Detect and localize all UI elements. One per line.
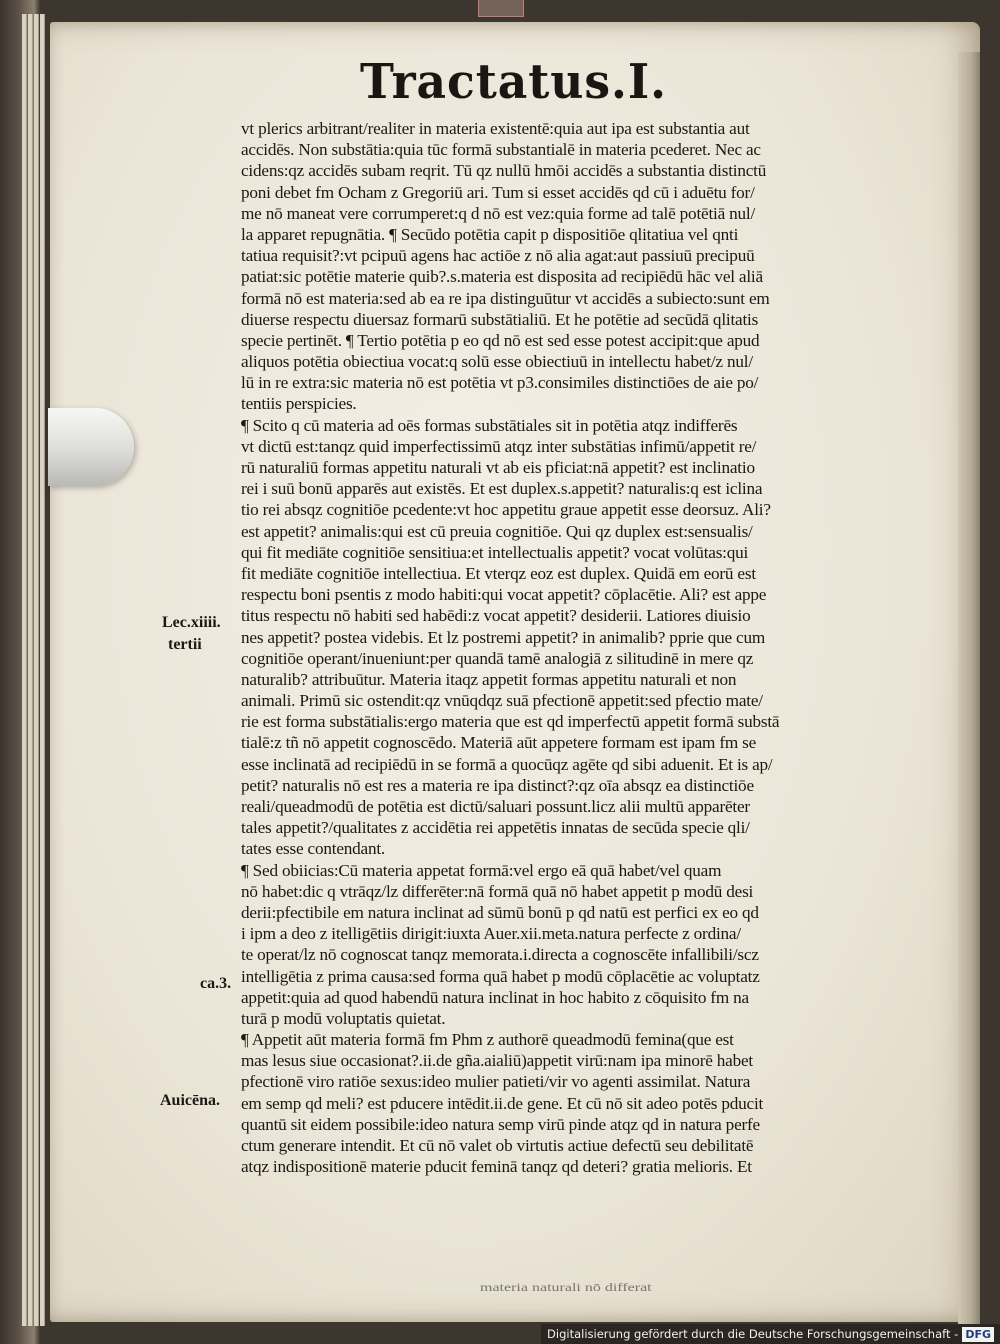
text-line: poni debet fm Ocham z Gregoriū ari. Tum si esset accidēs qd cū i aduētu for/: [241, 182, 755, 202]
text-line: petit? naturalis nō est res a materia re ipa distinct?:qz oīa absqz ea distinctiōe: [241, 775, 754, 795]
text-line: vt plerics arbitrant/realiter in materia existentē:quia aut ipa est substantia aut: [241, 119, 750, 138]
text-line: la apparet repugnātia. ¶ Secūdo potētia capit p dispositiōe qlitatiua vel qnti: [241, 224, 739, 244]
text-line: em semp qd meli? est pducere intēdit.ii.de gene. Et cū nō sit adeo potēs pducit: [241, 1093, 764, 1113]
text-line: derii:pfectibile em natura inclinat ad sūmū bonū p qd natū est perfici ex eo qd: [241, 902, 759, 922]
text-line: nes appetit? postea videbis. Et lz postremi appetit? in animalib? pprie que cum: [241, 627, 766, 647]
text-line: tatiua requisit?:vt pcipuū agens hac actiōe z nō alia agat:aut passiuū precipuū: [241, 246, 755, 266]
next-page-text-remnant: materia naturali nō differat: [480, 1282, 652, 1294]
page-edge: [40, 14, 45, 1326]
text-line: ¶ Scito q cū materia ad oēs formas substātiales sit in potētia atqz indifferēs: [241, 415, 738, 435]
text-line: quantū sit eidem possibile:ideo natura semp virū pinde atqz qd in natura perfe: [241, 1114, 760, 1134]
page-edge: [22, 14, 27, 1326]
text-line: turā p modū voluptatis quietat.: [241, 1008, 446, 1028]
text-line: ¶ Sed obiicias:Cū materia appetat formā:vel ergo eā quā habet/vel quam: [241, 860, 722, 880]
text-line: te operat/lz nō cognoscat tanqz memorata.i.directa a cognoscēte infallibili/scz: [241, 945, 759, 965]
text-line: nō habet:dic q vtrāqz/lz differēter:nā formā quā nō habet appetit p modū desi: [241, 881, 754, 901]
text-line: respectu boni psentis z modo habiti:qui vocat appetit? cōplacētie. Ali? est appe: [241, 585, 767, 605]
text-line: ctum generare intendit. Et cū nō valet ob virtutis actiue defectū seu debilitatē: [241, 1136, 754, 1155]
margin-note-ca3: ca.3.: [200, 975, 232, 992]
bookmark-clip: [48, 408, 134, 486]
text-line: aliquos potētia obiectiua vocat:q solū esse obiectiuū in intellectu habet/z nul/: [241, 352, 753, 372]
text-line: appetit:quia ad quod habendū natura inclinat in hoc habito z cōquisito fm na: [241, 987, 749, 1007]
text-line: rei i suū bonū apparēs aut existēs. Et est duplex.s.appetit? naturalis:q est iclina: [241, 479, 763, 499]
text-line: formā nō est materia:sed ab ea re ipa distinguūtur vt accidēs a subiecto:sunt em: [241, 288, 770, 308]
text-line: tales appetit?/qualitates z accidētia rei appetētis innatas de secūda specie qli/: [241, 818, 750, 838]
text-line: cidens:qz accidēs subam reqrit. Tū qz nullū hmōi accidēs a substantia distinctū: [241, 161, 767, 181]
text-line: vt dictū est:tanqz quid imperfectissimū atqz inter substātias infimū/appetit re/: [241, 436, 757, 456]
library-stamp-fragment: [478, 0, 524, 17]
digitization-footer: [541, 1324, 1000, 1344]
dfg-logo: DFG: [962, 1327, 994, 1342]
text-line: accidēs. Non substātia:quia tūc formā substantialē in materia pcederet. Nec ac: [241, 140, 761, 160]
text-line: naturalib? attribuūtur. Materia itaqz appetit formas appetitu naturali et non: [241, 669, 737, 689]
text-line: titus respectu nō habiti sed habēdi:z vocat appetit? desiderii. Latiores diuisio: [241, 606, 751, 626]
margin-note-tertii: tertii: [168, 636, 202, 653]
text-line: reali/queadmodū de potētia est dictū/saluari possunt.licz alii multū apparēter: [241, 797, 750, 816]
body-text: [241, 118, 891, 1177]
page-title: Tractatus.I.: [360, 54, 667, 110]
page-edge: [34, 14, 39, 1326]
text-line: specie pertinēt. ¶ Tertio potētia p eo qd nō est sed esse potest accipit:que apud: [241, 330, 760, 350]
page-edge: [28, 14, 33, 1326]
text-line: i ipm a deo z itelligētiis dirigit:iuxta Auer.xii.meta.natura perfecte z ordina/: [241, 924, 741, 944]
text-line: animali. Primū sic ostendit:qz vnūqdqz suā pfectionē appetit:sed pfectio mate/: [241, 691, 763, 711]
text-line: est appetit? animalis:qui est cū preuia cognitiōe. Qui qz duplex est:sensualis/: [241, 521, 753, 541]
footer-text: Digitalisierung gefördert durch die Deutsche Forschungsgemeinschaft -: [547, 1327, 959, 1341]
text-line: qui fit mediāte cognitiōe sensitiua:et intellectualis appetit? vocat volūtas:qui: [241, 542, 749, 562]
text-line: tio rei absqz cognitiōe pcedente:vt hoc appetitu graue appetit esse deorsuz. Ali?: [241, 500, 771, 520]
text-line: me nō maneat vere corrumperet:q d nō est vez:quia forme ad talē potētiā nul/: [241, 203, 756, 223]
text-line: tialē:z tñ nō appetit cognoscēdo. Materiā aūt appetere formam est ipam fm se: [241, 733, 757, 753]
text-line: intelligētia z prima causa:sed forma quā habet p modū cōplacētie ac voluptatz: [241, 966, 760, 986]
text-line: esse inclinatā ad recipiēdū in se formā a quocūqz agēte qd sibi aduenit. Et is ap/: [241, 754, 773, 774]
text-line: mas lesus siue occasionat?.ii.de gña.aialiū)appetit virū:nam ipa minorē habet: [241, 1051, 753, 1071]
text-line: cognitiōe operant/inueniunt:per quandā tamē analogiā z silitudinē in mere qz: [241, 648, 754, 668]
text-line: rū naturaliū formas appetitu naturali vt ab eis pficiat:nā appetit? est inclinatio: [241, 458, 755, 477]
text-line: rie est forma substātialis:ergo materia que est qd imperfectū appetit formā substā: [241, 712, 780, 732]
text-line: fit mediāte cognitiōe intellectiua. Et vterqz eoz est duplex. Quidā em eorū est: [241, 563, 756, 583]
text-line: ¶ Appetit aūt materia formā fm Phm z authorē queadmodū femina(que est: [241, 1030, 734, 1050]
margin-note-auicena: Auicēna.: [160, 1092, 220, 1109]
margin-note-lec: Lec.xiiii.: [162, 614, 221, 631]
text-line: tentiis perspicies.: [241, 394, 357, 414]
text-line: patiat:sic potētie materie quib?.s.materia est disposita ad recipiēdū hāc vel aliā: [241, 267, 763, 287]
page-right-edge: [958, 52, 980, 1342]
text-line: atqz indispositionē materie pducit feminā tanqz qd deteri? gratia melioris. Et: [241, 1157, 752, 1177]
text-line: pfectionē viro ratiōe sexus:ideo mulier patieti/vir vo agenti assimilat. Natura: [241, 1072, 751, 1092]
text-line: lū in re extra:sic materia nō est potētia vt p3.consimiles distinctiōes de aie po/: [241, 373, 759, 393]
text-line: diuerse respectu diuersaz formarū substātialiū. Et he potētie ad secūdā qlitatis: [241, 309, 759, 329]
text-line: tates esse contendant.: [241, 839, 386, 859]
